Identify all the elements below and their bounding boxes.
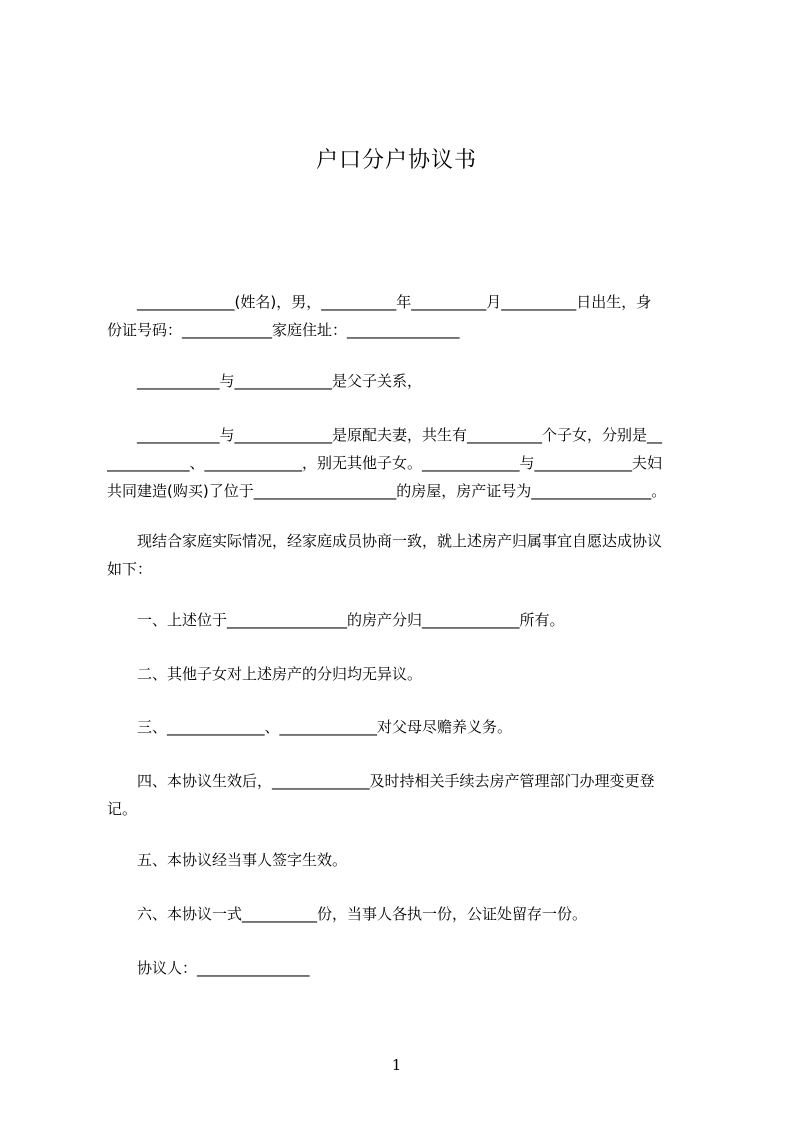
paragraph-line: 记。 [107,800,138,818]
clause-5 [107,846,700,874]
clause-3 [107,713,700,741]
paragraph-line: 五、本协议经当事人签字生效。 [137,851,348,869]
paragraph-line: 协议人：_______________ [137,959,310,977]
paragraph-agreement-intro [107,527,700,583]
paragraph-line: 三、_____________、_____________对父母尽赡养义务。 [137,718,513,736]
paragraph-line: ___________与_____________是父子关系， [137,372,423,390]
paragraph-family-property [107,421,700,505]
paragraph-line: ___________、_____________，别无其他子女。_____________与_____________夫妇 [107,454,663,472]
paragraph-line: 六、本协议一式__________份，当事人各执一份，公证处留存一份。 [137,905,588,923]
paragraph-line: 现结合家庭实际情况，经家庭成员协商一致，就上述房产归属事宜自愿达成协议 [137,532,663,550]
page-number: 1 [391,1056,402,1074]
paragraph-personal-info [107,288,700,344]
signature-line [107,954,700,982]
paragraph-line: 如下： [107,560,153,578]
paragraph-line: 二、其他子女对上述房产的分归均无异议。 [137,665,423,683]
clause-6 [107,900,700,928]
paragraph-line: 份证号码：____________家庭住址：_______________ [107,321,460,339]
paragraph-line: ___________与_____________是原配夫妻，共生有__________个子女，分别是__ [137,426,663,444]
paragraph-line: 一、上述位于________________的房产分归_____________所有。 [137,611,565,629]
document-title: 户口分户协议书 [315,148,477,173]
clause-2 [107,660,700,688]
paragraph-line: 共同建造(购买)了位于___________________的房屋，房产证号为________________。 [107,482,667,500]
clause-4 [107,767,700,823]
clause-1 [107,606,700,634]
paragraph-line: _____________(姓名)，男，__________年__________月__________日出生，身 [137,293,652,311]
paragraph-father-son [107,367,700,395]
paragraph-line: 四、本协议生效后，_____________及时持相关手续去房产管理部门办理变更登 [137,772,655,790]
